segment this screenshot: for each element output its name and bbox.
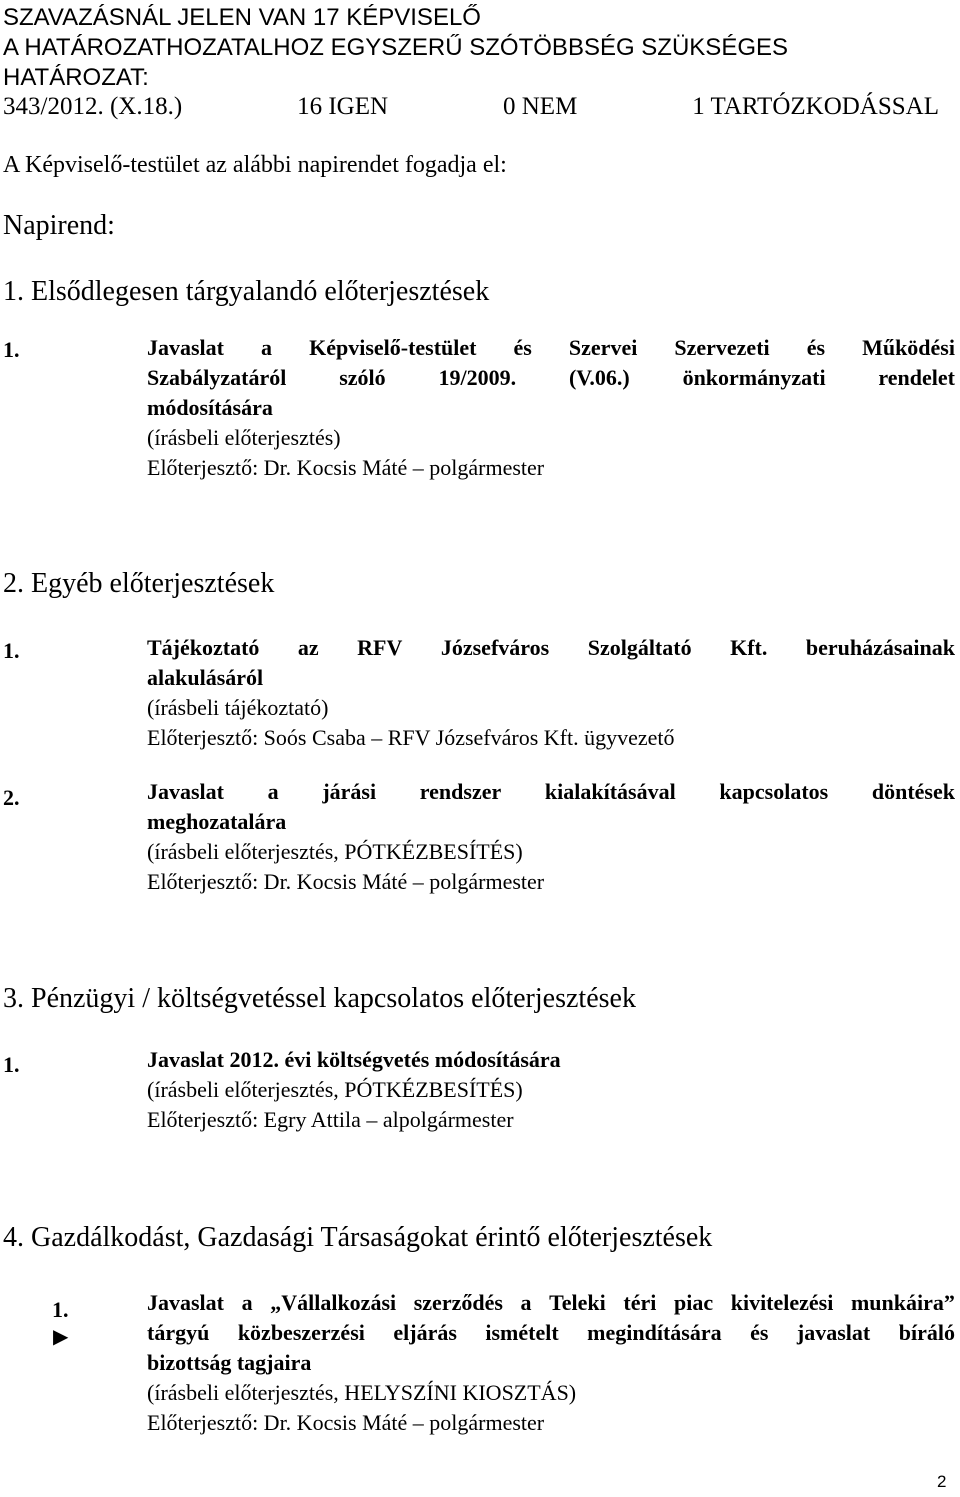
item-title-line-1	[147, 1288, 955, 1318]
title-word: 19/2009.	[438, 365, 517, 390]
title-word: és	[750, 1320, 769, 1345]
title-word: és	[513, 335, 532, 360]
item-title-line-2	[147, 363, 955, 393]
agenda-item-4-1	[147, 1288, 955, 1438]
vote-abstain: 1 TARTÓZKODÁSSAL	[692, 93, 939, 120]
title-word: piac	[673, 1290, 714, 1315]
header-line-3: HATÁROZAT:	[3, 64, 149, 91]
item-title-line-1	[147, 333, 955, 363]
item-title-line-2: alakulásáról	[147, 665, 264, 690]
item-type: (írásbeli tájékoztató)	[147, 695, 329, 720]
title-word: Képviselő-testület	[309, 335, 477, 360]
title-word: a	[261, 335, 273, 360]
title-word: „Vállalkozási	[270, 1290, 397, 1315]
item-presenter: Előterjesztő: Dr. Kocsis Máté – polgármester	[147, 1410, 545, 1435]
title-word: önkormányzati	[682, 365, 826, 390]
title-word: kapcsolatos	[719, 779, 829, 804]
title-word: az	[297, 635, 319, 660]
agenda-item-2-2	[147, 777, 955, 897]
item-number: 1.	[3, 337, 20, 362]
title-word: ismételt	[485, 1320, 559, 1345]
vote-no: 0 NEM	[503, 93, 578, 120]
item-type: (írásbeli előterjesztés, PÓTKÉZBESÍTÉS)	[147, 1077, 523, 1102]
item-type: (írásbeli előterjesztés, HELYSZÍNI KIOSZTÁS)	[147, 1380, 577, 1405]
title-word: Kft.	[730, 635, 768, 660]
vote-yes: 16 IGEN	[297, 93, 389, 120]
title-word: rendelet	[878, 365, 955, 390]
item-title-line-3: bizottság tagjaira	[147, 1350, 312, 1375]
title-word: közbeszerzési	[237, 1320, 365, 1345]
item-title-line-2: meghozatalára	[147, 809, 287, 834]
arrow-bullet-icon: ▶	[53, 1326, 69, 1348]
title-word: RFV	[357, 635, 403, 660]
title-word: Teleki	[549, 1290, 606, 1315]
title-word: (V.06.)	[568, 365, 630, 390]
item-type: (írásbeli előterjesztés)	[147, 425, 341, 450]
title-word: eljárás	[393, 1320, 457, 1345]
title-word: szerződés	[413, 1290, 503, 1315]
title-word: megindítására	[587, 1320, 722, 1345]
item-presenter: Előterjesztő: Dr. Kocsis Máté – polgármester	[147, 455, 545, 480]
item-title-line-1: Javaslat 2012. évi költségvetés módosítására	[147, 1047, 561, 1072]
title-word: és	[806, 335, 826, 360]
title-word: javaslat	[796, 1320, 871, 1345]
page-number: 2	[937, 1472, 947, 1491]
item-presenter: Előterjesztő: Egry Attila – alpolgármester	[147, 1107, 514, 1132]
title-word: munkáira”	[850, 1290, 955, 1315]
title-word: Javaslat	[147, 335, 224, 360]
item-presenter: Előterjesztő: Dr. Kocsis Máté – polgármester	[147, 869, 545, 894]
agenda-item-1-1	[147, 333, 955, 483]
title-word: bíráló	[898, 1320, 955, 1345]
title-word: Szolgáltató	[587, 635, 692, 660]
intro-text: A Képviselő-testület az alábbi napirendet fogadja el:	[3, 152, 507, 178]
resolution-number: 343/2012. (X.18.)	[3, 93, 183, 120]
title-word: kialakításával	[544, 779, 676, 804]
item-number: 1.	[3, 1052, 20, 1077]
title-word: Szervei	[568, 335, 638, 360]
item-title-line-2	[147, 1318, 955, 1348]
title-word: téri	[623, 1290, 657, 1315]
title-word: Tájékoztató	[147, 635, 260, 660]
section-4-title: 4. Gazdálkodást, Gazdasági Társaságokat érintő előterjesztések	[3, 1222, 713, 1253]
item-type: (írásbeli előterjesztés, PÓTKÉZBESÍTÉS)	[147, 839, 523, 864]
title-word: a	[520, 1290, 532, 1315]
header-line-2: A HATÁROZATHOZATALHOZ EGYSZERŰ SZÓTÖBBSÉG SZÜKSÉGES	[3, 34, 789, 61]
agenda-item-3-1	[147, 1045, 955, 1135]
title-word: beruházásainak	[805, 635, 955, 660]
item-number: 1.	[3, 638, 20, 663]
item-title-line-1	[147, 777, 955, 807]
section-1-title: 1. Elsődlegesen tárgyalandó előterjesztések	[3, 276, 490, 307]
title-word: kivitelezési	[730, 1290, 834, 1315]
item-number: 1.	[52, 1297, 69, 1322]
header-line-1: SZAVAZÁSNÁL JELEN VAN 17 KÉPVISELŐ	[3, 4, 481, 31]
vote-result-line	[3, 93, 939, 121]
item-title-line-3: módosítására	[147, 395, 273, 420]
title-word: rendszer	[419, 779, 502, 804]
title-word: a	[267, 779, 279, 804]
section-3-title: 3. Pénzügyi / költségvetéssel kapcsolatos előterjesztések	[3, 983, 636, 1014]
agenda-item-2-1	[147, 633, 955, 753]
title-word: tárgyú	[147, 1320, 210, 1345]
title-word: Szervezeti	[674, 335, 770, 360]
title-word: szóló	[339, 365, 386, 390]
agenda-label: Napirend:	[3, 210, 115, 241]
item-number: 2.	[3, 785, 20, 810]
title-word: Javaslat	[147, 779, 224, 804]
title-word: Józsefváros	[440, 635, 550, 660]
item-presenter: Előterjesztő: Soós Csaba – RFV Józsefváros Kft. ügyvezető	[147, 725, 675, 750]
section-2-title: 2. Egyéb előterjesztések	[3, 568, 275, 599]
title-word: Működési	[862, 335, 955, 360]
title-word: járási	[322, 779, 377, 804]
title-word: a	[241, 1290, 253, 1315]
title-word: Javaslat	[147, 1290, 224, 1315]
item-title-line-1	[147, 633, 955, 663]
title-word: Szabályzatáról	[147, 365, 287, 390]
title-word: döntések	[871, 779, 955, 804]
